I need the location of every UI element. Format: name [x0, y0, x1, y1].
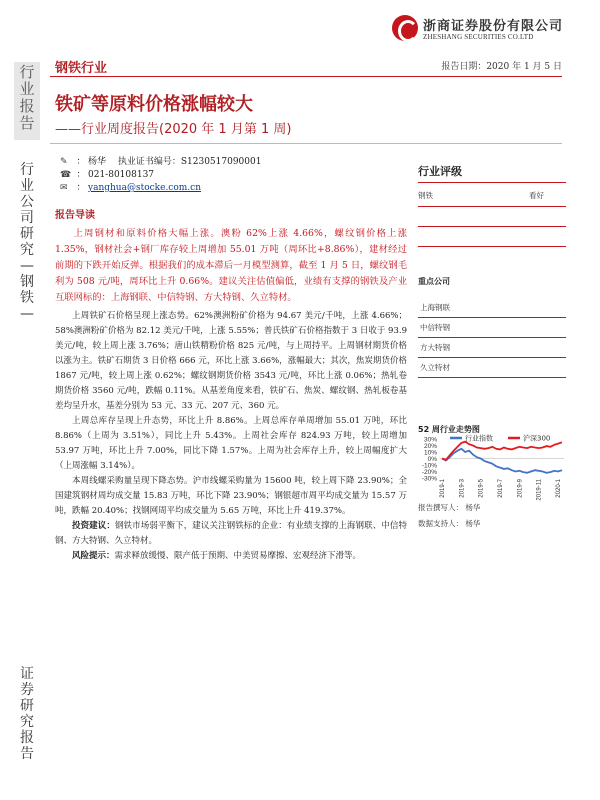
y-tick-label: -30%: [421, 475, 437, 483]
phone-icon: ☎: [60, 170, 72, 180]
email-icon: ✉: [60, 183, 68, 193]
chart-title: 52 周行业走势图: [418, 425, 480, 434]
company-logo: [392, 13, 562, 49]
side-label-bottom: 证 券 研 究 报 告: [20, 666, 34, 762]
analyst-name: 杨华 执业证书编号：S1230517090001: [88, 157, 262, 167]
x-tick-label: 2019-9: [517, 479, 524, 498]
page-title: 铁矿等原料价格涨幅较大: [55, 94, 253, 115]
analyst-phone-row: ☎ ： 021-80108137: [60, 170, 155, 180]
company-item: 中信特钢: [418, 318, 566, 338]
analyst-name-row: ✎ ： 杨华 执业证书编号：S1230517090001: [60, 157, 262, 167]
industry-name: 钢铁行业: [55, 61, 108, 76]
legend-label: 行业指数: [465, 434, 493, 443]
report-meta: [418, 500, 566, 532]
company-item: 方大特钢: [418, 338, 566, 358]
report-body: [55, 206, 407, 564]
pen-icon: ✎: [60, 157, 68, 167]
data-supporter: 数据支持人： 杨华: [418, 519, 481, 528]
advice-label: 投资建议：: [72, 521, 115, 531]
body-paragraph: 本周线螺采购量呈现下降态势。沪市线螺采购量为 15600 吨，较上周下降 23.90%；全国建筑钢材周均成交量 15.83 万吨，环比下降 23.90%；钢银超市周平均成交量为 15.57 万吨，跌幅 20.40%；找钢网周平均成交量为 5.65 万吨，环比上升 419.37%。: [55, 476, 407, 516]
rating-value: 看好: [529, 191, 544, 200]
advice-text: 钢铁市场弱平衡下，建议关注钢铁标的企业：有业绩支撑的上海钢联、中信特钢、方大特钢、久立特材。: [55, 521, 407, 546]
risk-text: 需求释放缓慢、限产低于预期、中美贸易摩擦、宏观经济下滑等。: [114, 551, 362, 561]
company-name-en: ZHESHANG SECURITIES CO.LTD: [423, 33, 534, 41]
rating-divider: [418, 206, 566, 207]
company-logo-icon: [392, 15, 418, 41]
rating-title: 行业评级: [418, 163, 566, 183]
key-companies-title: 重点公司: [418, 277, 450, 286]
report-date: 报告日期：2020 年 1 月 5 日: [441, 62, 562, 72]
company-item: 上海钢联: [418, 298, 566, 318]
y-tick-label: 10%: [423, 449, 437, 457]
x-tick-label: 2019-1: [440, 479, 446, 498]
section-title: 报告导读: [55, 210, 95, 221]
y-tick-label: 20%: [423, 443, 437, 450]
x-tick-label: 2019-5: [478, 479, 485, 498]
rating-row: [418, 190, 566, 201]
side-label-middle: 行 业 公 司 研 究 — 钢 铁 —: [20, 162, 34, 322]
company-name-cn: 浙商证券股份有限公司: [423, 19, 564, 34]
y-tick-label: -10%: [421, 462, 437, 470]
y-tick-label: -20%: [421, 469, 437, 476]
body-paragraph: 上周铁矿石价格呈现上涨态势。62%澳洲粉矿价格为 94.67 美元/千吨，上涨 4.66%；58%澳洲粉矿价格为 82.12 美元/千吨，上涨 5.55%；普氏铁矿石价格指数于 3 日收于 93.9 美元/吨，较上周上涨 3.76%；唐山铁精粉价格 825 元/吨，与上周持平。上周钢材期货价格以涨为主。铁矿石期货 3 日价格 666 元，环比上涨 3.66%，涨幅最大；其次，焦炭期货价格 1867 元/吨，较上周上涨 0.62%；螺纹钢期货价格 3543 元/吨，环比上涨 0.06%；热轧卷期货价格 3560 元/吨，跌幅 0.11%。从基差角度来看，铁矿石、焦炭、螺纹钢、热轧板卷基差均呈升水，基差分别为 53 元、33 元、207 元、360 元。: [55, 311, 407, 411]
x-tick-label: 2019-7: [498, 479, 504, 498]
title-divider: [50, 143, 562, 144]
x-tick-label: 2020-1: [556, 479, 562, 498]
rating-divider: [418, 246, 566, 247]
company-item: 久立特材: [418, 358, 566, 378]
analyst-email-row: ✉ ： yanghua@stocke.com.cn: [60, 183, 201, 193]
series-line: [442, 449, 562, 473]
risk-label: 风险提示：: [72, 551, 115, 561]
x-tick-label: 2019-3: [459, 479, 466, 498]
legend-label: 沪深300: [523, 434, 551, 443]
x-tick-label: 2019-11: [536, 479, 543, 501]
risk-paragraph: [55, 549, 407, 564]
y-tick-label: 0%: [427, 456, 437, 463]
report-writer: 报告撰写人： 杨华: [418, 503, 481, 512]
analyst-info: [60, 156, 261, 195]
analyst-phone: 021-80108137: [88, 170, 155, 180]
trend-chart: [418, 434, 568, 504]
advice-paragraph: [55, 519, 407, 549]
rating-divider: [418, 226, 566, 227]
body-paragraph: 上周总库存呈现上升态势，环比上升 8.86%。上周总库存单周增加 55.01 万吨，环比 8.86%（上周为 3.51%），同比上升 5.43%。上周社会库存 824.93 万吨，较上周增加 53.97 万吨，环比上升 7.00%，同比下降 1.57%。上周为社会库存上升，较上周幅度扩大（上周涨幅 3.14%）。: [55, 416, 407, 471]
rating-sector: 钢铁: [418, 191, 433, 200]
page-subtitle: ——行业周度报告(2020 年 1 月第 1 周): [55, 122, 292, 137]
series-line: [442, 442, 562, 460]
header-divider: [50, 76, 562, 77]
y-tick-label: 30%: [423, 436, 437, 444]
summary-paragraph: 上周钢材和原料价格大幅上涨。澳粉 62%上涨 4.66%，螺纹钢价格上涨 1.35%，钢材社会+钢厂库存较上周增加 55.01 万吨（周环比+8.86%），建材经过前期的下跌开始反弹。根据我们的成本滞后一月模型测算，截至 1 月 5 日，螺纹钢毛利为 508 元/吨，周环比上升 0.66%。建议关注估值偏低，业绩有支撑的钢铁及产业互联网标的：上海钢联、中信特钢、方大特钢、久立特材。: [55, 228, 407, 303]
analyst-email-link[interactable]: yanghua@stocke.com.cn: [88, 183, 201, 193]
side-label-top: 行 业 报 告: [19, 63, 35, 132]
key-companies-list: [418, 298, 566, 378]
